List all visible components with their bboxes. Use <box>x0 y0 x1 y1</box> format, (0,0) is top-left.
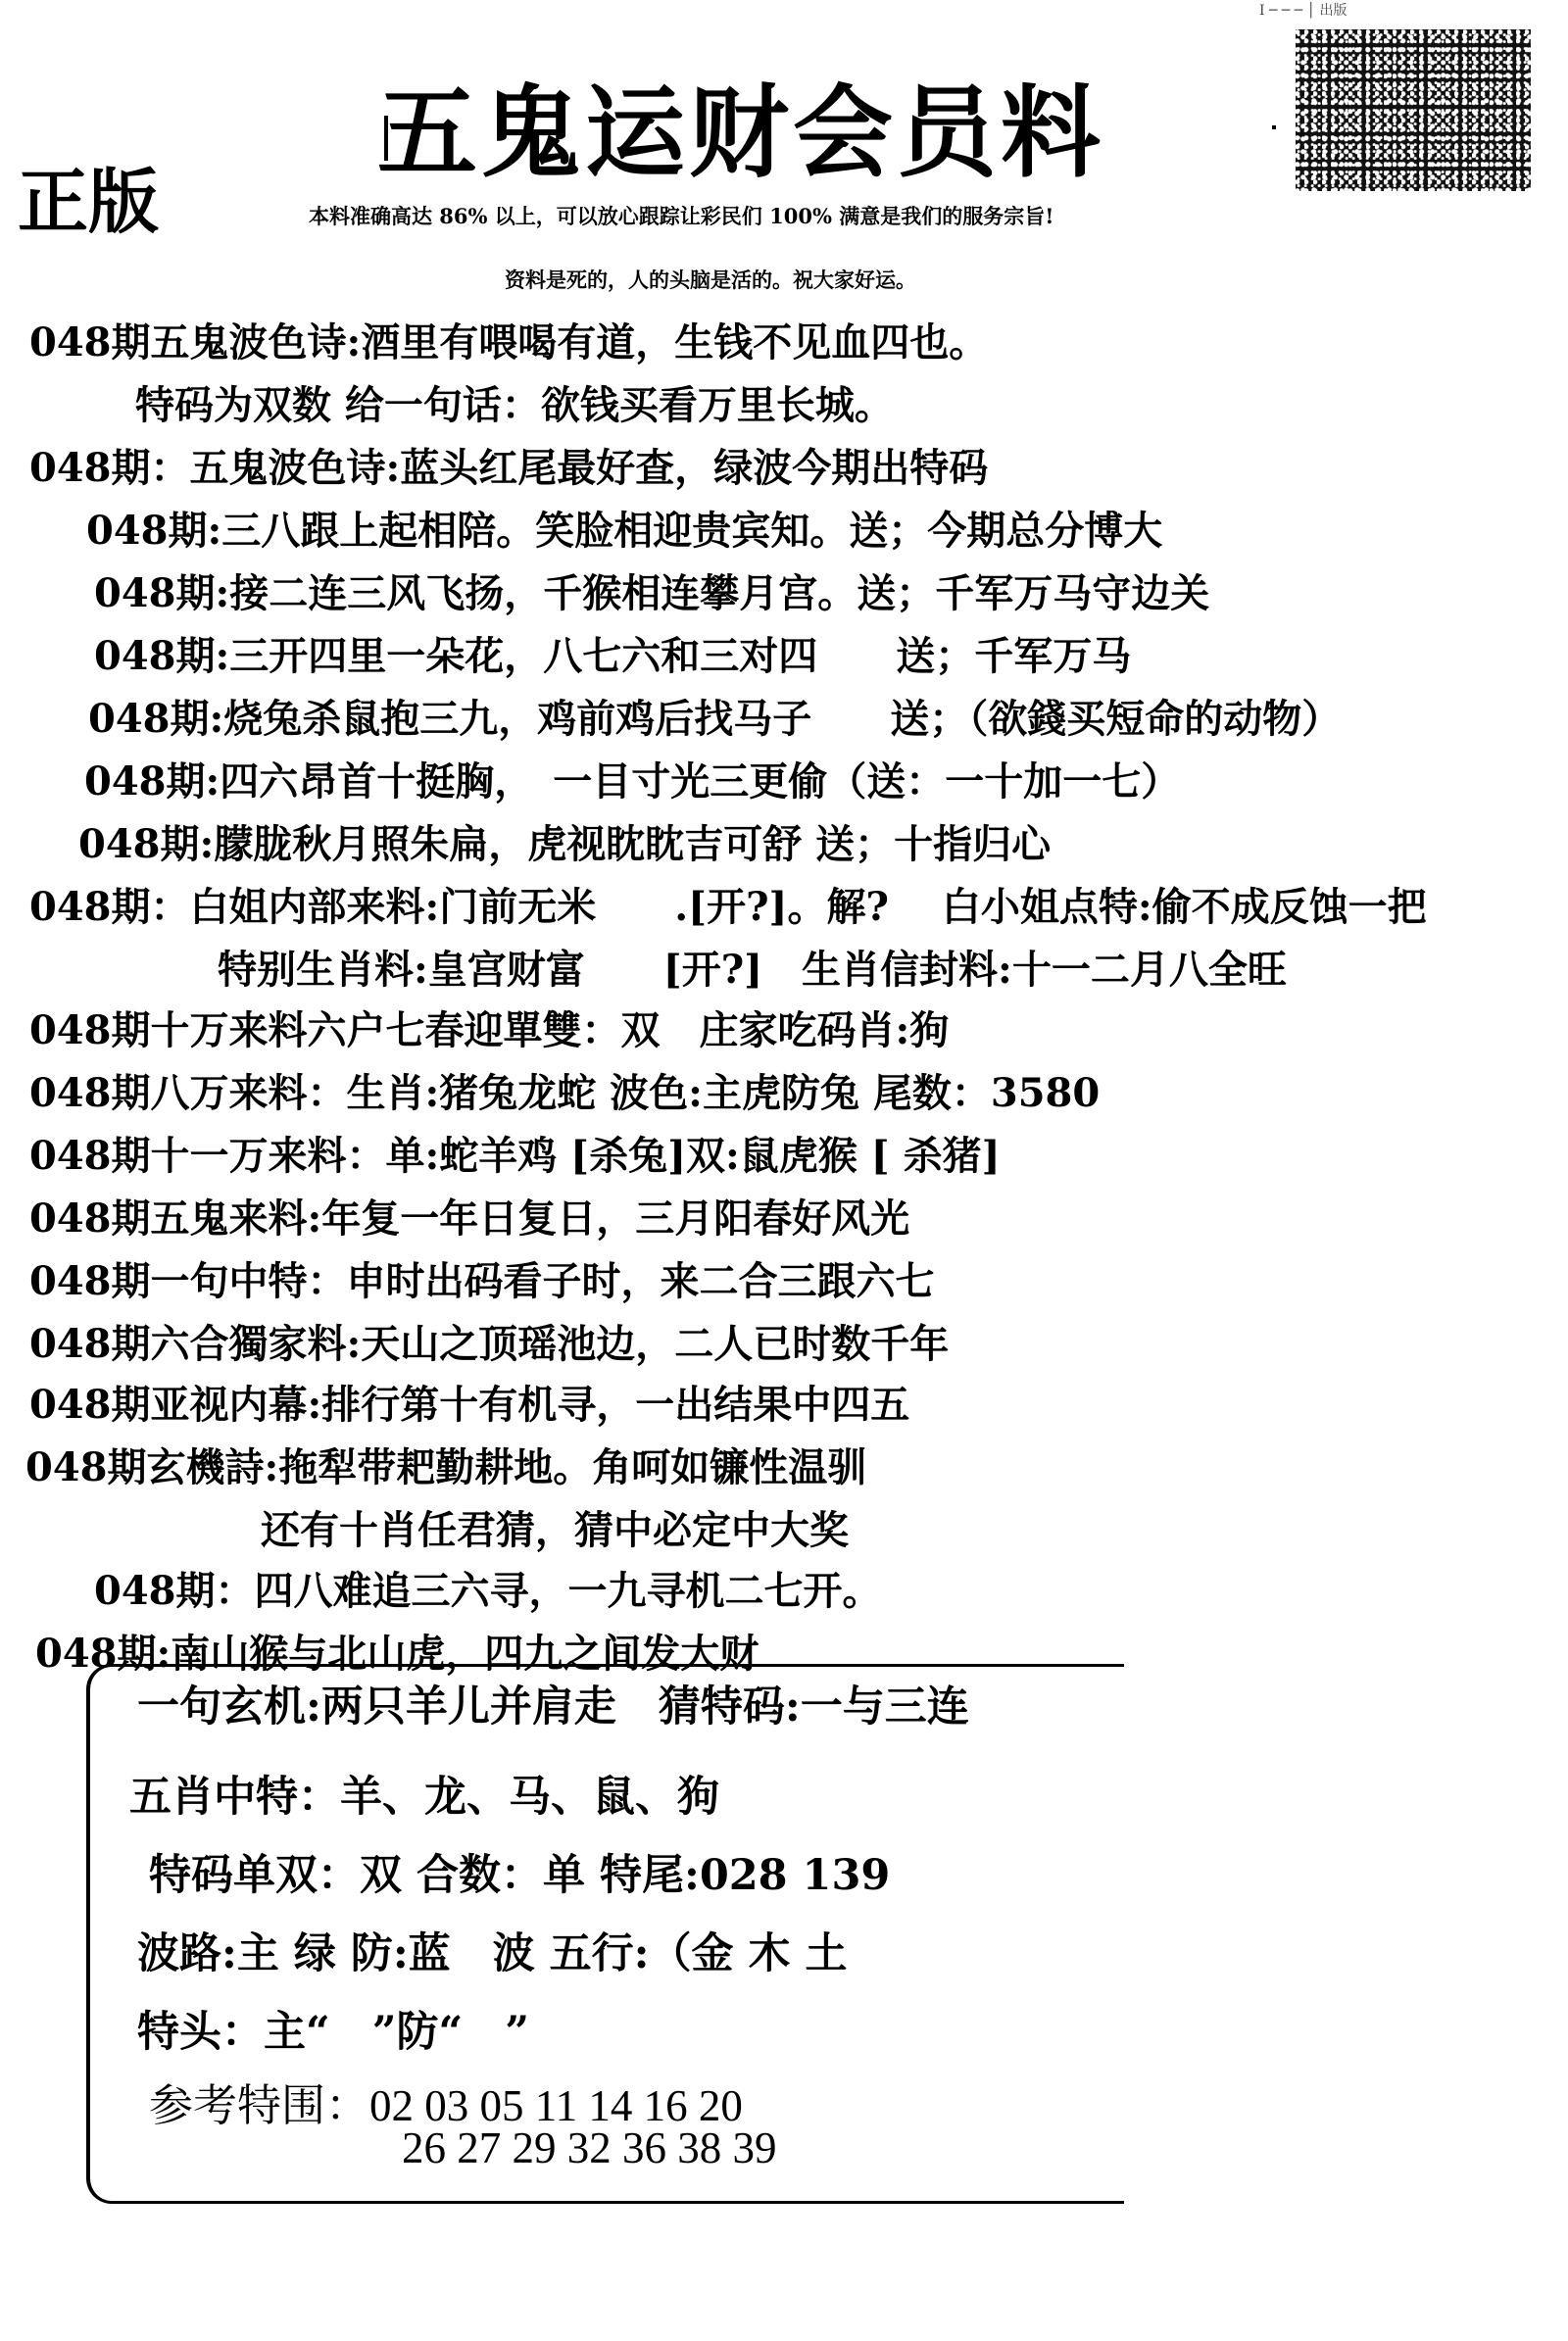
text-line: 048期：白姐内部来料:门前无米 .[开?]。解? 白小姐点特:偷不成反蚀一把 <box>29 884 1427 930</box>
text-line: 048期:接二连三风飞扬，千猴相连攀月宫。送；千军万马守边关 <box>94 570 1210 616</box>
text-line: 048期五鬼波色诗:酒里有喂喝有道，生钱不见血四也。 <box>29 319 989 366</box>
text-line: 还有十肖任君猜，猜中必定中大奖 <box>261 1507 849 1553</box>
text-line: 048期玄機詩:拖犁带耙勤耕地。角呵如镰性温驯 <box>25 1444 867 1490</box>
box-line-odd-even: 特码单双：双 合数：单 特尾:028 139 <box>149 1851 891 1900</box>
text-line: 048期亚视内幕:排行第十有机寻，一出结果中四五 <box>29 1382 910 1428</box>
text-line: 048期八万来料：生肖:猪兔龙蛇 波色:主虎防兔 尾数：3580 <box>29 1070 1101 1116</box>
subtitle-luck: 资料是死的，人的头脑是活的。祝大家好运。 <box>505 268 916 292</box>
text-line: 048期：五鬼波色诗:蓝头红尾最好查，绿波今期出特码 <box>29 445 989 491</box>
qr-code-image <box>1296 29 1531 191</box>
text-line: 048期:朦胧秋月照朱扁，虎视眈眈吉可舒 送；十指归心 <box>78 821 1052 867</box>
page-title: 五鬼运财会员料 <box>377 74 1104 192</box>
text-line: 048期:三八跟上起相陪。笑脸相迎贵宾知。送；今期总分博大 <box>86 508 1163 554</box>
text-line: 048期:四六昂首十挺胸， 一目寸光三更偷（送：一十加一七） <box>84 758 1181 805</box>
box-line-numbers-2: 26 27 29 32 36 38 39 <box>402 2123 777 2172</box>
box-line-numbers-1: 参考特围：02 03 05 11 14 16 20 <box>149 2081 743 2130</box>
text-line: 048期十一万来料：单:蛇羊鸡 [杀兔]双:鼠虎猴 [ 杀猪] <box>29 1133 1001 1179</box>
text-line: 048期五鬼来料:年复一年日复日，三月阳春好风光 <box>29 1195 910 1242</box>
text-line: 048期十万来料六户七春迎單雙：双 庄家吃码肖:狗 <box>29 1007 950 1053</box>
text-line: 048期:烧兔杀鼠抱三九，鸡前鸡后找马子 送；（欲錢买短命的动物） <box>88 696 1342 742</box>
text-line: 048期：四八难追三六寻，一九寻机二七开。 <box>94 1568 882 1614</box>
text-line: 特别生肖料:皇宫财富 [开?] 生肖信封料:十一二月八全旺 <box>218 947 1287 993</box>
box-line-head: 特头：主“ ”防“ ” <box>137 2008 529 2057</box>
text-line: 048期六合獨家料:天山之顶瑶池边，二人已时数千年 <box>29 1321 950 1367</box>
text-line: 048期一句中特：申时出码看子时，来二合三跟六七 <box>29 1258 935 1304</box>
subtitle-accuracy: 本料准确高达 86% 以上，可以放心跟踪让彩民们 100% 满意是我们的服务宗旨! <box>309 204 1054 228</box>
edition-label: 正版 <box>18 160 160 243</box>
box-line-zodiac: 五肖中特：羊、龙、马、鼠、狗 <box>129 1773 719 1822</box>
text-line: 特码为双数 给一句话：欲钱买看万里长城。 <box>135 382 894 428</box>
decorative-dot <box>1272 125 1276 129</box>
corner-text: Ⅰ ─ ─ ─ │ 出版 <box>1259 3 1348 19</box>
text-line: 048期:三开四里一朵花，八七六和三对四 送；千军万马 <box>94 633 1132 679</box>
box-line-wave: 波路:主 绿 防:蓝 波 五行:（金 木 土 <box>137 1929 848 1978</box>
text-line: 048期:南山猴与北山虎，四九之间发大财 <box>35 1631 760 1677</box>
box-line-hint: 一句玄机:两只羊儿并肩走 猜特码:一与三连 <box>137 1683 969 1731</box>
